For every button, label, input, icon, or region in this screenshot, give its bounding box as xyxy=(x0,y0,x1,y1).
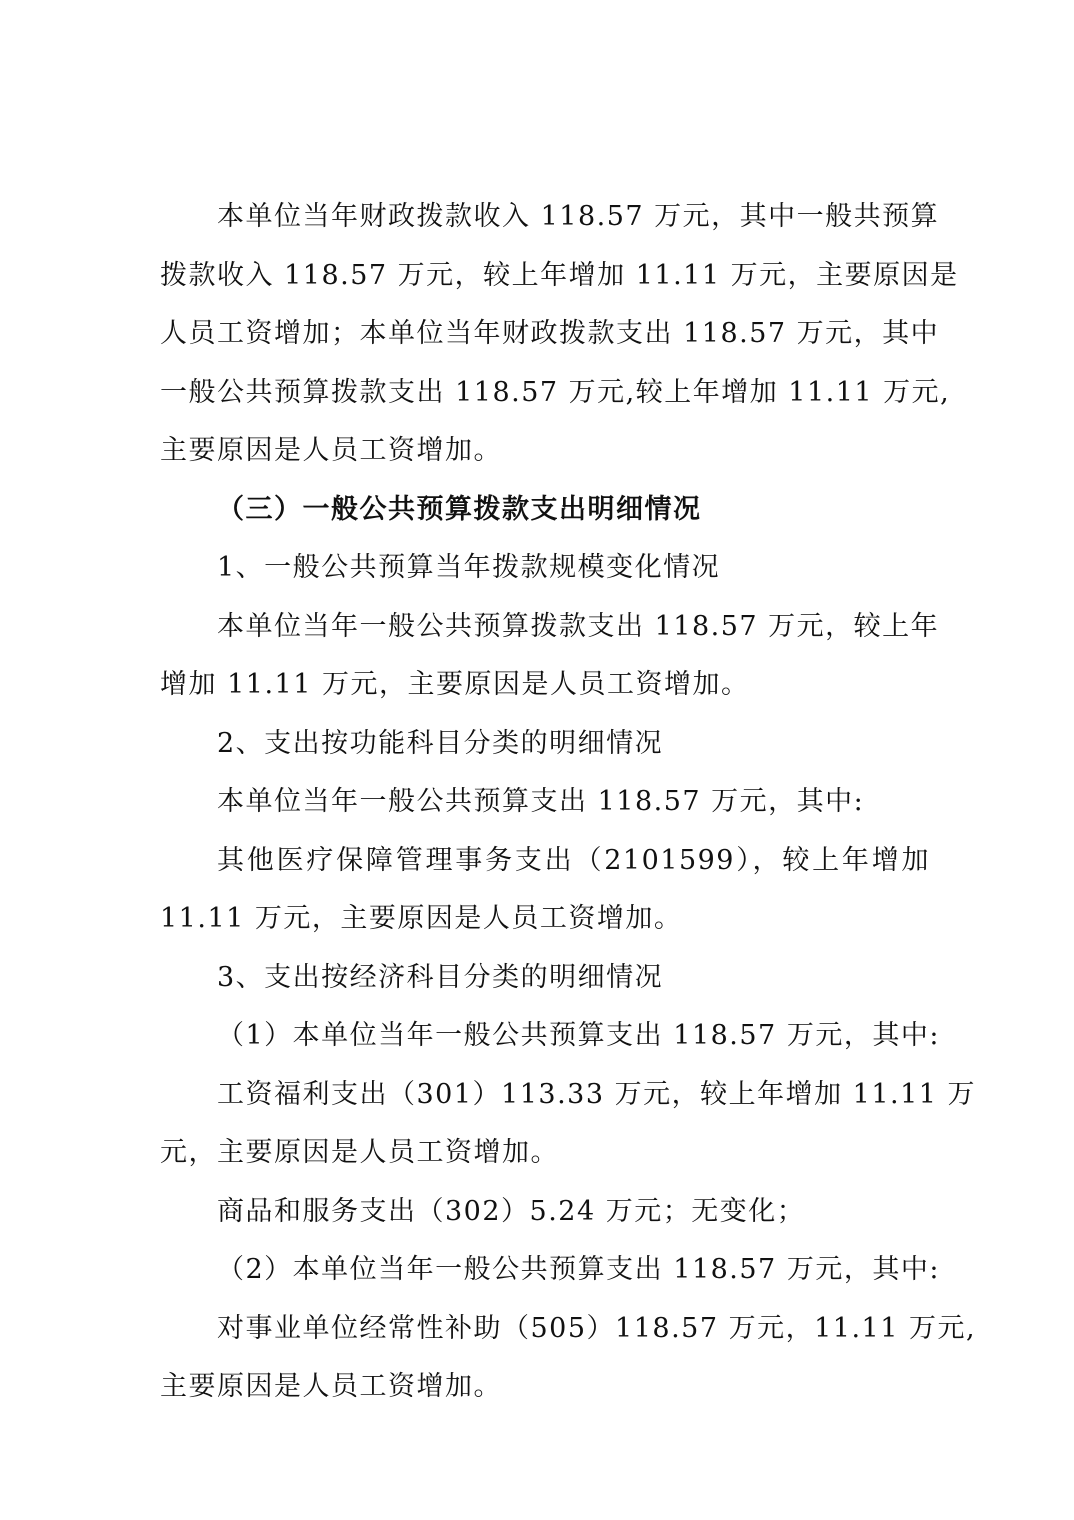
text-line: 增加 11.11 万元，主要原因是人员工资增加。 xyxy=(160,669,750,700)
section-heading: （三）一般公共预算拨款支出明细情况 xyxy=(217,493,702,525)
text-line: （2）本单位当年一般公共预算支出 118.57 万元，其中: xyxy=(217,1254,940,1285)
text-line: 一般公共预算拨款支出 118.57 万元,较上年增加 11.11 万元, xyxy=(160,376,951,408)
text-line: 其他医疗保障管理事务支出（2101599），较上年增加 xyxy=(217,844,930,876)
text-line: 元，主要原因是人员工资增加。 xyxy=(160,1137,559,1168)
text-line: 11.11 万元，主要原因是人员工资增加。 xyxy=(160,903,683,934)
text-line: 工资福利支出（301）113.33 万元，较上年增加 11.11 万 xyxy=(217,1078,977,1110)
text-line: 人员工资增加；本单位当年财政拨款支出 118.57 万元，其中 xyxy=(160,318,940,349)
text-line: （1）本单位当年一般公共预算支出 118.57 万元，其中: xyxy=(217,1020,940,1051)
document-page xyxy=(160,188,977,1417)
text-line: 本单位当年一般公共预算拨款支出 118.57 万元，较上年 xyxy=(217,610,940,642)
text-line: 拨款收入 118.57 万元，较上年增加 11.11 万元，主要原因是 xyxy=(160,259,959,291)
text-line: 商品和服务支出（302）5.24 万元；无变化； xyxy=(217,1195,806,1227)
text-line: 主要原因是人员工资增加。 xyxy=(160,1371,502,1402)
text-line: 3、支出按经济科目分类的明细情况 xyxy=(217,961,664,993)
text-line: 对事业单位经常性补助（505）118.57 万元，11.11 万元, xyxy=(217,1312,977,1344)
text-line: 本单位当年财政拨款收入 118.57 万元，其中一般共预算 xyxy=(217,201,940,232)
text-line: 2、支出按功能科目分类的明细情况 xyxy=(217,727,664,759)
text-line: 本单位当年一般公共预算支出 118.57 万元，其中: xyxy=(217,786,865,817)
text-line: 1、一般公共预算当年拨款规模变化情况 xyxy=(217,552,721,583)
text-line: 主要原因是人员工资增加。 xyxy=(160,435,502,466)
